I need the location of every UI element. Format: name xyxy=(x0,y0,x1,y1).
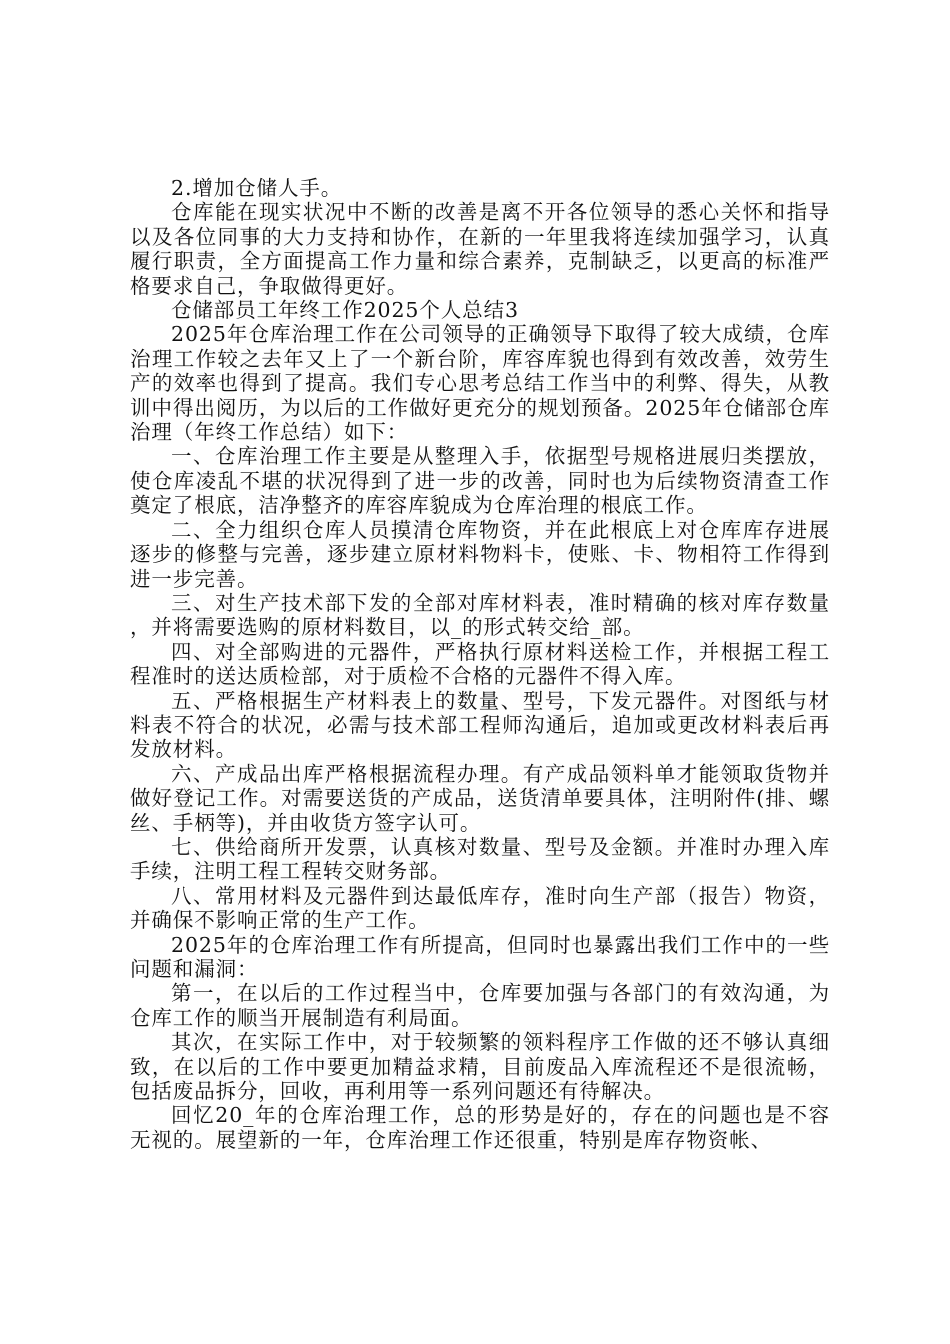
paragraph-item-6: 六、产成品出库严格根据流程办理。有产成品领料单才能领取货物并做好登记工作。对需要送货的产成品，送货清单要具体，注明附件(排、螺丝、手柄等)，并由收货方签字认可。 xyxy=(130,761,830,835)
paragraph-item-8: 八、常用材料及元器件到达最低库存，准时向生产部（报告）物资，并确保不影响正常的生产工作。 xyxy=(130,883,830,933)
paragraph-item-3: 三、对生产技术部下发的全部对库材料表，准时精确的核对库存数量，并将需要选购的原材料数目，以_的形式转交给_部。 xyxy=(130,590,830,640)
section-heading: 仓储部员工年终工作2025个人总结3 xyxy=(171,298,519,323)
paragraph-item-2: 二、全力组织仓库人员摸清仓库物资，并在此根底上对仓库库存进展逐步的修整与完善，逐步建立原材料物料卡，使账、卡、物相符工作得到进一步完善。 xyxy=(130,517,830,591)
paragraph-intro: 2025年仓库治理工作在公司领导的正确领导下取得了较大成绩，仓库治理工作较之去年又上了一个新台阶，库容库貌也得到有效改善，效劳生产的效率也得到了提高。我们专心思考总结工作当中的利弊、得失，从教训中得出阅历，为以后的工作做好更充分的规划预备。2025年仓储部仓库治理（年终工作总结）如下： xyxy=(130,322,830,445)
paragraph-closing-remarks: 仓库能在现实状况中不断的改善是离不开各位领导的悉心关怀和指导以及各位同事的大力支持和协作，在新的一年里我将连续加强学习，认真履行职责，全方面提高工作力量和综合素养，克制缺乏，以更高的标准严格要求自己，争取做得更好。 xyxy=(130,200,830,298)
paragraph-issue-1: 第一，在以后的工作过程当中，仓库要加强与各部门的有效沟通，为仓库工作的顺当开展制造有利局面。 xyxy=(130,981,830,1030)
paragraph-issue-2: 其次，在实际工作中，对于较频繁的领料程序工作做的还不够认真细致，在以后的工作中要更加精益求精，目前废品入库流程还不是很流畅，包括废品拆分，回收，再利用等一系列问题还有待解决。 xyxy=(130,1030,830,1104)
paragraph-item-1: 一、仓库治理工作主要是从整理入手，依据型号规格进展归类摆放，使仓库凌乱不堪的状况得到了进一步的改善，同时也为后续物资清查工作奠定了根底，洁净整齐的库容库貌成为仓库治理的根底工作。 xyxy=(130,444,830,518)
paragraph-staffing: 2.增加仓储人手。 xyxy=(171,176,343,200)
paragraph-item-5: 五、严格根据生产材料表上的数量、型号，下发元器件。对图纸与材料表不符合的状况，必需与技术部工程师沟通后，追加或更改材料表后再发放材料。 xyxy=(130,688,830,762)
paragraph-outlook: 回忆20_年的仓库治理工作，总的形势是好的，存在的问题也是不容无视的。展望新的一年，仓库治理工作还很重，特别是库存物资帐、 xyxy=(130,1103,830,1152)
paragraph-item-7: 七、供给商所开发票，认真核对数量、型号及金额。并准时办理入库手续，注明工程工程转交财务部。 xyxy=(130,834,830,884)
paragraph-issues-intro: 2025年的仓库治理工作有所提高，但同时也暴露出我们工作中的一些问题和漏洞： xyxy=(130,932,830,981)
paragraph-item-4: 四、对全部购进的元器件，严格执行原材料送检工作，并根据工程工程准时的送达质检部，对于质检不合格的元器件不得入库。 xyxy=(130,639,830,689)
document-body xyxy=(130,176,830,1152)
